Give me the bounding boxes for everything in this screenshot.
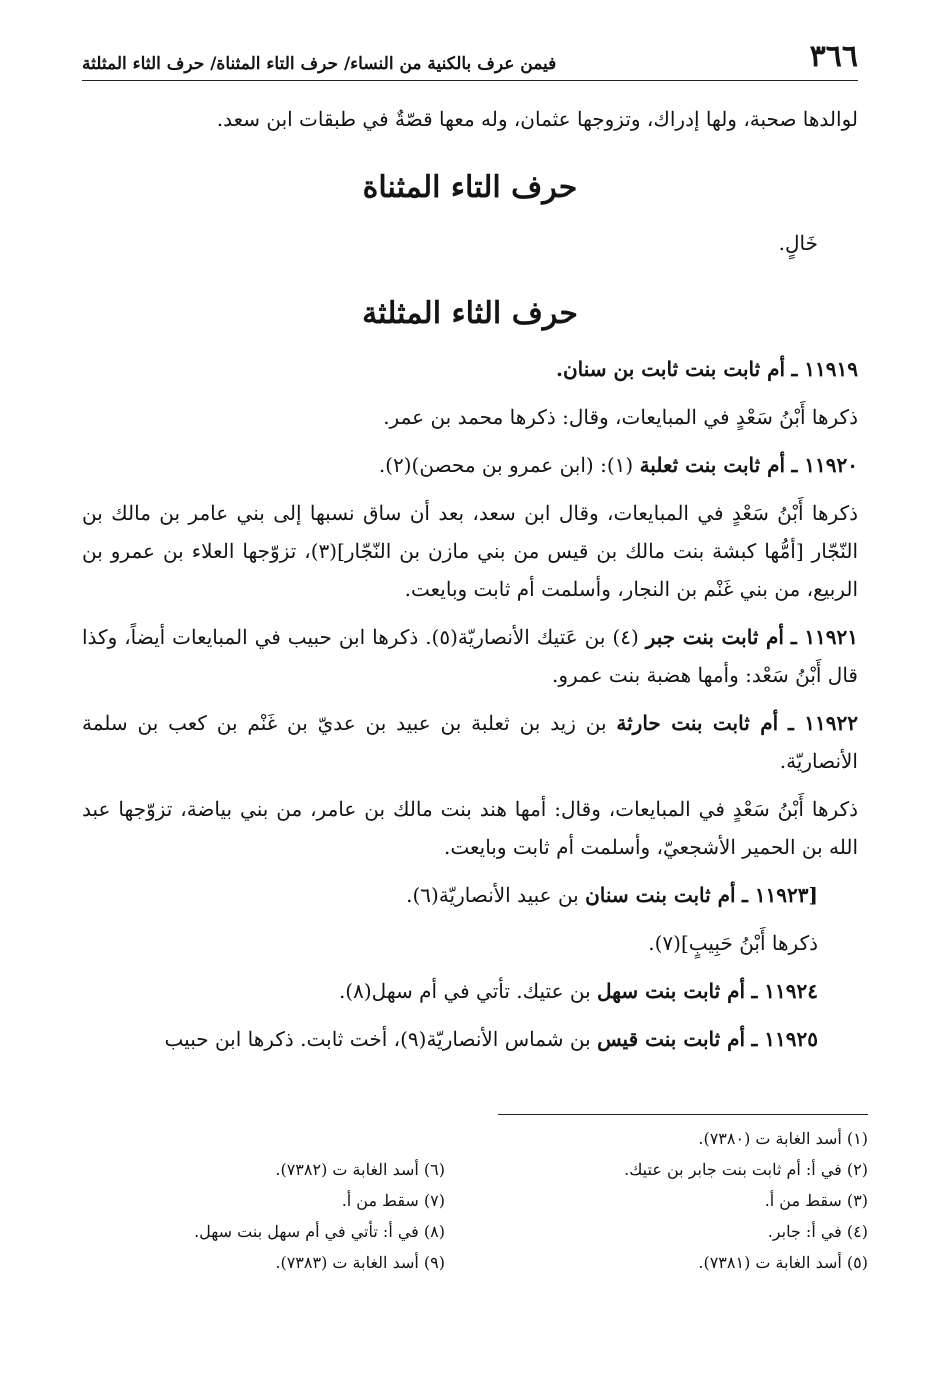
footnote: (٣) سقط من أ.: [764, 1191, 868, 1210]
entry-name: أم ثابت بنت ثابت بن سنان.: [556, 357, 786, 381]
entry-heading: [82, 350, 858, 388]
footnote: (٨) في أ: تأتي في أم سهل بنت سهل.: [194, 1222, 445, 1241]
entry-paragraph: ذكرها أَبْنُ سَعْدٍ في المبايعات، وقال: ذكرها محمد بن عمر.: [383, 405, 858, 429]
entry-paragraph: ذكرها أَبْنُ سَعْدٍ في المبايعات، وقال ابن سعد، بعد أن ساق نسبها إلى بني عامر بن مالك بن النّجّار [أمُّها كبشة بنت مالك بن قيس من بني مازن بن النّجّار](٣)، تزوّجها العلاء بن عمرو بن الربيع، من بني غَنْم بن النجار، وأسلمت أم ثابت وبايعت.: [82, 501, 858, 601]
footnotes: [82, 1114, 868, 1278]
footnote-column-left: [82, 1123, 445, 1278]
entry-name: أم ثابت بنت ثعلبة: [639, 453, 786, 477]
entry-number: ١١٩٢٠ ـ: [791, 453, 858, 477]
entry-text: (٤) بن عَتيك الأنصاريّة(٥). ذكرها ابن حبيب في المبايعات أيضاً، وكذا قال أَبْنُ سَعْد: وأمها هضبة بنت عمرو.: [82, 625, 858, 687]
entry-heading: [82, 618, 858, 694]
footnote-divider: [498, 1114, 868, 1115]
footnote: (١) أسد الغابة ت (٧٣٨٠).: [698, 1129, 868, 1148]
section-title-tha: حرف الثاء المثلثة: [362, 296, 578, 331]
entry-number: ١١٩٢١ ـ: [790, 625, 859, 649]
entry-heading: [82, 972, 858, 1010]
entry-number: ١١٩٢٤ ـ: [751, 979, 818, 1003]
entry-name: أم ثابت بنت حارثة: [616, 711, 779, 735]
page-body: [82, 100, 858, 1068]
footnote: (٦) أسد الغابة ت (٧٣٨٢).: [275, 1160, 445, 1179]
entry-paragraph: ذكرها أَبْنُ سَعْدٍ في المبايعات، وقال: أمها هند بنت مالك بن عامر، من بني بياضة، تزوّجها عبد الله بن الحمير الأشجعيّ، وأسلمت أم ثابت وبايعت.: [82, 797, 858, 859]
running-title: فيمن عرف بالكنية من النساء/ حرف التاء المثناة/ حرف الثاء المثلثة: [82, 54, 557, 74]
footnote: (٥) أسد الغابة ت (٧٣٨١).: [698, 1253, 868, 1272]
entry-name: أم ثابت بنت قيس: [597, 1027, 746, 1051]
entry-name: أم ثابت بنت جبر: [645, 625, 784, 649]
footnote: (٧) سقط من أ.: [341, 1191, 445, 1210]
entry-heading: [82, 704, 858, 780]
entry-number: ١١٩٢٥ ـ: [751, 1027, 818, 1051]
footnote: (٩) أسد الغابة ت (٧٣٨٣).: [275, 1253, 445, 1272]
section-title-ta: حرف التاء المثناة: [362, 170, 578, 205]
entry-text: بن عبيد الأنصاريّة(٦).: [406, 883, 579, 907]
entry-heading: [82, 876, 858, 914]
page-header: [82, 38, 858, 81]
entry-text: (١): (ابن عمرو بن محصن)(٢).: [378, 453, 634, 477]
footnote-column-right: [505, 1123, 868, 1278]
entry-heading: [82, 446, 858, 484]
page-number: ٣٦٦: [809, 39, 858, 74]
entry-name: أم ثابت بنت سهل: [597, 979, 746, 1003]
entry-number: ١١٩٢٢ ـ: [788, 711, 859, 735]
footnote: (٤) في أ: جابر.: [767, 1222, 868, 1241]
opening-line: لوالدها صحبة، ولها إدراك، وتزوجها عثمان، وله معها قصّةٌ في طبقات ابن سعد.: [216, 107, 858, 131]
section-ta-note: خَالٍ.: [778, 231, 818, 255]
entry-number: [١١٩٢٣ ـ: [741, 883, 818, 907]
entry-number: ١١٩١٩ ـ: [791, 357, 858, 381]
entry-heading: [82, 1020, 858, 1058]
entry-text: بن عتيك. تأتي في أم سهل(٨).: [338, 979, 591, 1003]
footnote-columns: [82, 1123, 868, 1278]
entry-name: أم ثابت بنت سنان: [585, 883, 736, 907]
entry-text: بن زيد بن ثعلبة بن عبيد بن عديّ بن غَنْم بن كعب بن سلمة الأنصاريّة.: [82, 711, 858, 773]
entry-paragraph: ذكرها أَبْنُ حَبِيبٍ](٧).: [648, 931, 818, 955]
entry-text: بن شماس الأنصاريّة(٩)، أخت ثابت. ذكرها ابن حبيب: [164, 1027, 591, 1051]
footnote: (٢) في أ: أم ثابت بنت جابر بن عتيك.: [624, 1160, 868, 1179]
